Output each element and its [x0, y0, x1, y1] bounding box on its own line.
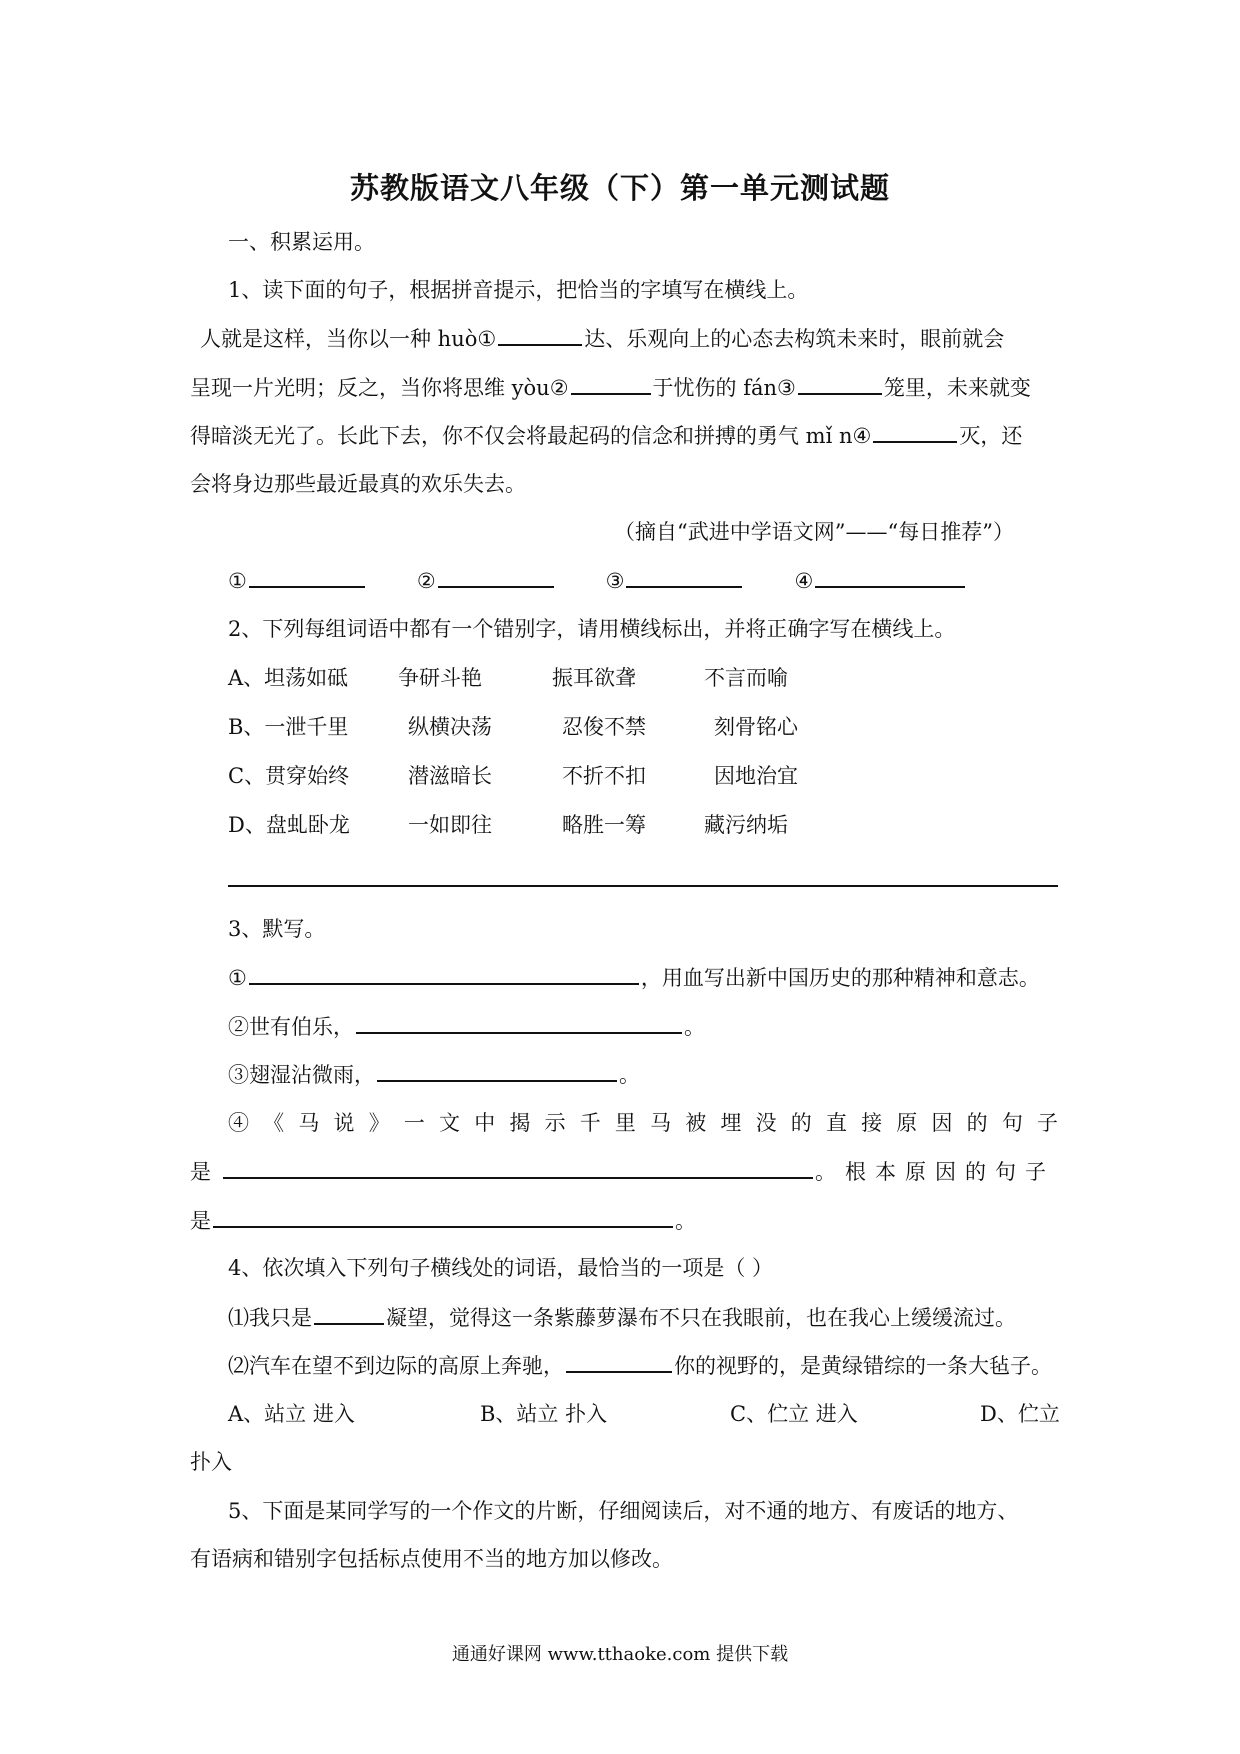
q1-answer-row [228, 566, 967, 595]
dictation-blank-5[interactable] [213, 1206, 673, 1228]
q1-passage-line-2 [190, 373, 1031, 402]
q3-item-1 [228, 963, 1040, 992]
q1-source: （摘自“武进中学语文网”——“每日推荐”） [614, 520, 1014, 544]
page-title: 苏教版语文八年级（下）第一单元测试题 [349, 171, 890, 205]
text: 呈现一片光明；反之，当你将思维 yòu② [190, 376, 569, 400]
answer-blank-3[interactable] [626, 566, 742, 588]
q3-item-4-line-3 [190, 1206, 696, 1235]
page-footer: 通通好课网 www.tthaoke.com 提供下载 [451, 1644, 789, 1665]
q1-passage-line-3 [190, 421, 1022, 450]
text: 是 [190, 1209, 211, 1233]
word: 潜滋暗长 [408, 764, 492, 788]
q3-item-4-line-2 [190, 1157, 1055, 1186]
section-heading: 一、积累运用。 [228, 230, 375, 254]
answer-label: ④ [794, 569, 814, 593]
q5-prompt-line-1: 5、下面是某同学写的一个作文的片断，仔细阅读后，对不通的地方、有废话的地方、 [228, 1499, 1019, 1523]
text: ⑴我只是 [228, 1306, 312, 1330]
word: A、坦荡如砥 [228, 666, 349, 690]
word: 不折不扣 [562, 764, 646, 788]
text: 。 [675, 1209, 696, 1233]
q1-passage-line-1 [200, 324, 1004, 353]
text: ②世有伯乐， [228, 1015, 354, 1039]
word: 纵横决荡 [408, 715, 492, 739]
option-a[interactable]: A、站立 进入 [228, 1402, 355, 1426]
word: 因地治宜 [714, 764, 798, 788]
q3-item-2 [228, 1012, 705, 1041]
word: 刻骨铭心 [714, 715, 798, 739]
text: 达、乐观向上的心态去构筑未来时，眼前就会 [584, 327, 1005, 351]
word: 振耳欲聋 [552, 666, 636, 690]
q4-blank-2[interactable] [566, 1351, 672, 1373]
answer-label: ② [416, 569, 436, 593]
option-b[interactable]: B、站立 扑入 [480, 1402, 608, 1426]
dictation-blank-4[interactable] [223, 1157, 813, 1179]
word: B、一泄千里 [228, 715, 349, 739]
option-c[interactable]: C、伫立 进入 [730, 1402, 858, 1426]
text: 凝望，觉得这一条紫藤萝瀑布不只在我眼前，也在我心上缓缓流过。 [386, 1306, 1016, 1330]
option-d[interactable]: D、伫立 [980, 1402, 1060, 1426]
q3-item-4-line-1: ④《马说》一文中揭示千里马被埋没的直接原因的句子 [228, 1111, 1058, 1135]
text: ⑵汽车在望不到边际的高原上奔驰， [228, 1354, 564, 1378]
answer-blank-1[interactable] [249, 566, 365, 588]
word: 忍俊不禁 [562, 715, 646, 739]
text: ① [228, 966, 247, 990]
blank-1[interactable] [498, 324, 582, 346]
answer-label: ① [228, 569, 247, 593]
text: 得暗淡无光了。长此下去，你不仅会将最起码的信念和拼搏的勇气 mǐ n④ [190, 424, 872, 448]
word: 藏污纳垢 [704, 813, 788, 837]
q4-prompt: 4、依次填入下列句子横线处的词语，最恰当的一项是（ ） [228, 1256, 774, 1280]
text: 。 [619, 1063, 640, 1087]
q4-sentence-2 [228, 1351, 1052, 1380]
answer-label: ③ [605, 569, 625, 593]
text: 。根本原因的句子 [815, 1160, 1055, 1184]
blank-3[interactable] [798, 373, 882, 395]
answer-blank-4[interactable] [815, 566, 965, 588]
text: 人就是这样，当你以一种 huò① [200, 327, 497, 351]
text: 你的视野的，是黄绿错综的一条大毡子。 [674, 1354, 1052, 1378]
text: 笼里，未来就变 [883, 376, 1031, 400]
word: D、盘虬卧龙 [228, 813, 350, 837]
q4-blank-1[interactable] [314, 1303, 384, 1325]
dictation-blank-1[interactable] [249, 963, 639, 985]
text: 于忧伤的 fán③ [652, 376, 796, 400]
q2-prompt: 2、下列每组词语中都有一个错别字，请用横线标出，并将正确字写在横线上。 [228, 617, 956, 641]
q3-prompt: 3、默写。 [228, 917, 326, 941]
answer-blank-2[interactable] [438, 566, 554, 588]
text: 。 [684, 1015, 705, 1039]
dictation-blank-3[interactable] [377, 1060, 617, 1082]
word: 一如即往 [408, 813, 492, 837]
q1-prompt: 1、读下面的句子，根据拼音提示，把恰当的字填写在横线上。 [228, 278, 809, 302]
q4-sentence-1 [228, 1303, 1016, 1332]
text: 是 [190, 1160, 211, 1184]
blank-2[interactable] [571, 373, 651, 395]
text: ，用血写出新中国历史的那种精神和意志。 [640, 966, 1040, 990]
blank-4[interactable] [873, 421, 957, 443]
q3-item-3 [228, 1060, 640, 1089]
word: C、贯穿始终 [228, 764, 350, 788]
word: 不言而喻 [704, 666, 788, 690]
q5-prompt-line-2: 有语病和错别字包括标点使用不当的地方加以修改。 [190, 1547, 673, 1571]
q2-answer-line[interactable] [228, 885, 1058, 887]
text: ③翅湿沾微雨， [228, 1063, 375, 1087]
q1-passage-line-4: 会将身边那些最近最真的欢乐失去。 [190, 472, 526, 496]
word: 争研斗艳 [398, 666, 482, 690]
word: 略胜一筹 [562, 813, 646, 837]
option-d-continued: 扑入 [190, 1450, 232, 1474]
dictation-blank-2[interactable] [356, 1012, 682, 1034]
text: 灭，还 [959, 424, 1023, 448]
